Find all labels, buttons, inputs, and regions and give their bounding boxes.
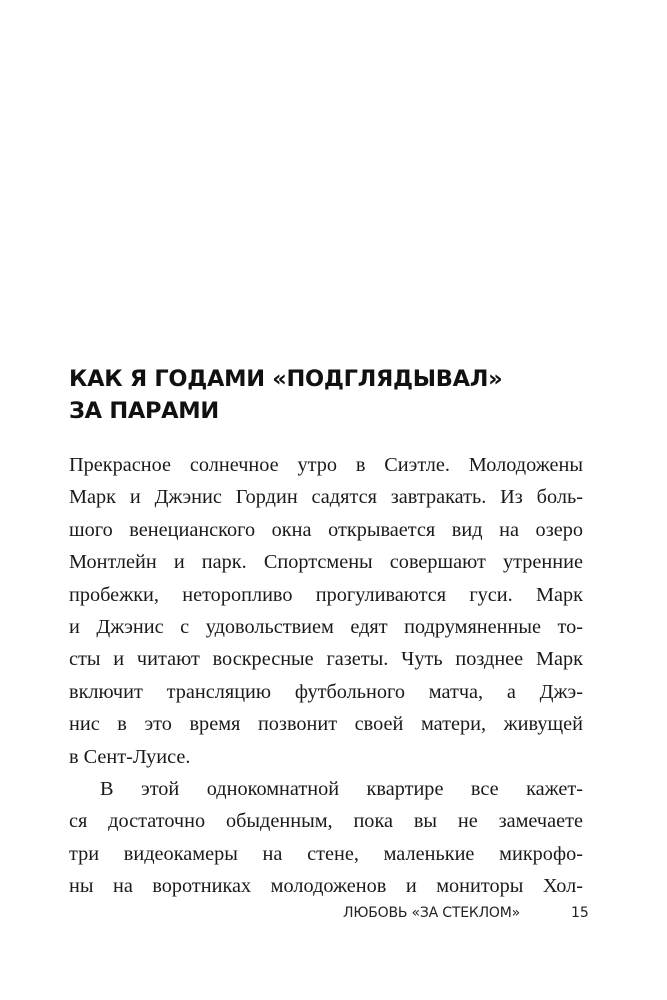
page-number: 15 <box>571 905 589 921</box>
running-title: ЛЮБОВЬ «ЗА СТЕКЛОМ» <box>343 905 520 921</box>
text-line: в Сент-Луисе. <box>69 745 191 768</box>
chapter-heading <box>69 363 599 427</box>
text-line: три видеокамеры на стене, маленькие микрофо- <box>69 842 583 865</box>
heading-line-1: КАК Я ГОДАМИ «ПОДГЛЯДЫВАЛ» <box>69 366 503 392</box>
body-text <box>69 449 583 902</box>
text-line: шого венецианского окна открывается вид на озеро <box>69 518 583 541</box>
text-line: пробежки, неторопливо прогуливаются гуси. Марк <box>69 583 583 606</box>
text-line: Монтлейн и парк. Спортсмены совершают утренние <box>69 551 583 574</box>
text-line: В этой однокомнатной квартире все кажет- <box>100 777 583 800</box>
text-line: ны на воротниках молодоженов и мониторы Хол- <box>69 875 583 898</box>
heading-line-2: ЗА ПАРАМИ <box>69 398 219 424</box>
text-line: Прекрасное солнечное утро в Сиэтле. Молодожены <box>69 454 583 476</box>
text-line: и Джэнис с удовольствием едят подрумяненные то- <box>69 615 583 638</box>
text-line: сты и читают воскресные газеты. Чуть позднее Марк <box>69 648 583 671</box>
text-line: нис в это время позвонит своей матери, живущей <box>69 713 583 736</box>
text-line: ся достаточно обыденным, пока вы не замечаете <box>69 810 583 833</box>
text-line: включит трансляцию футбольного матча, а Джэ- <box>69 680 583 703</box>
text-line: Марк и Джэнис Гордин садятся завтракать. Из боль- <box>69 486 583 509</box>
